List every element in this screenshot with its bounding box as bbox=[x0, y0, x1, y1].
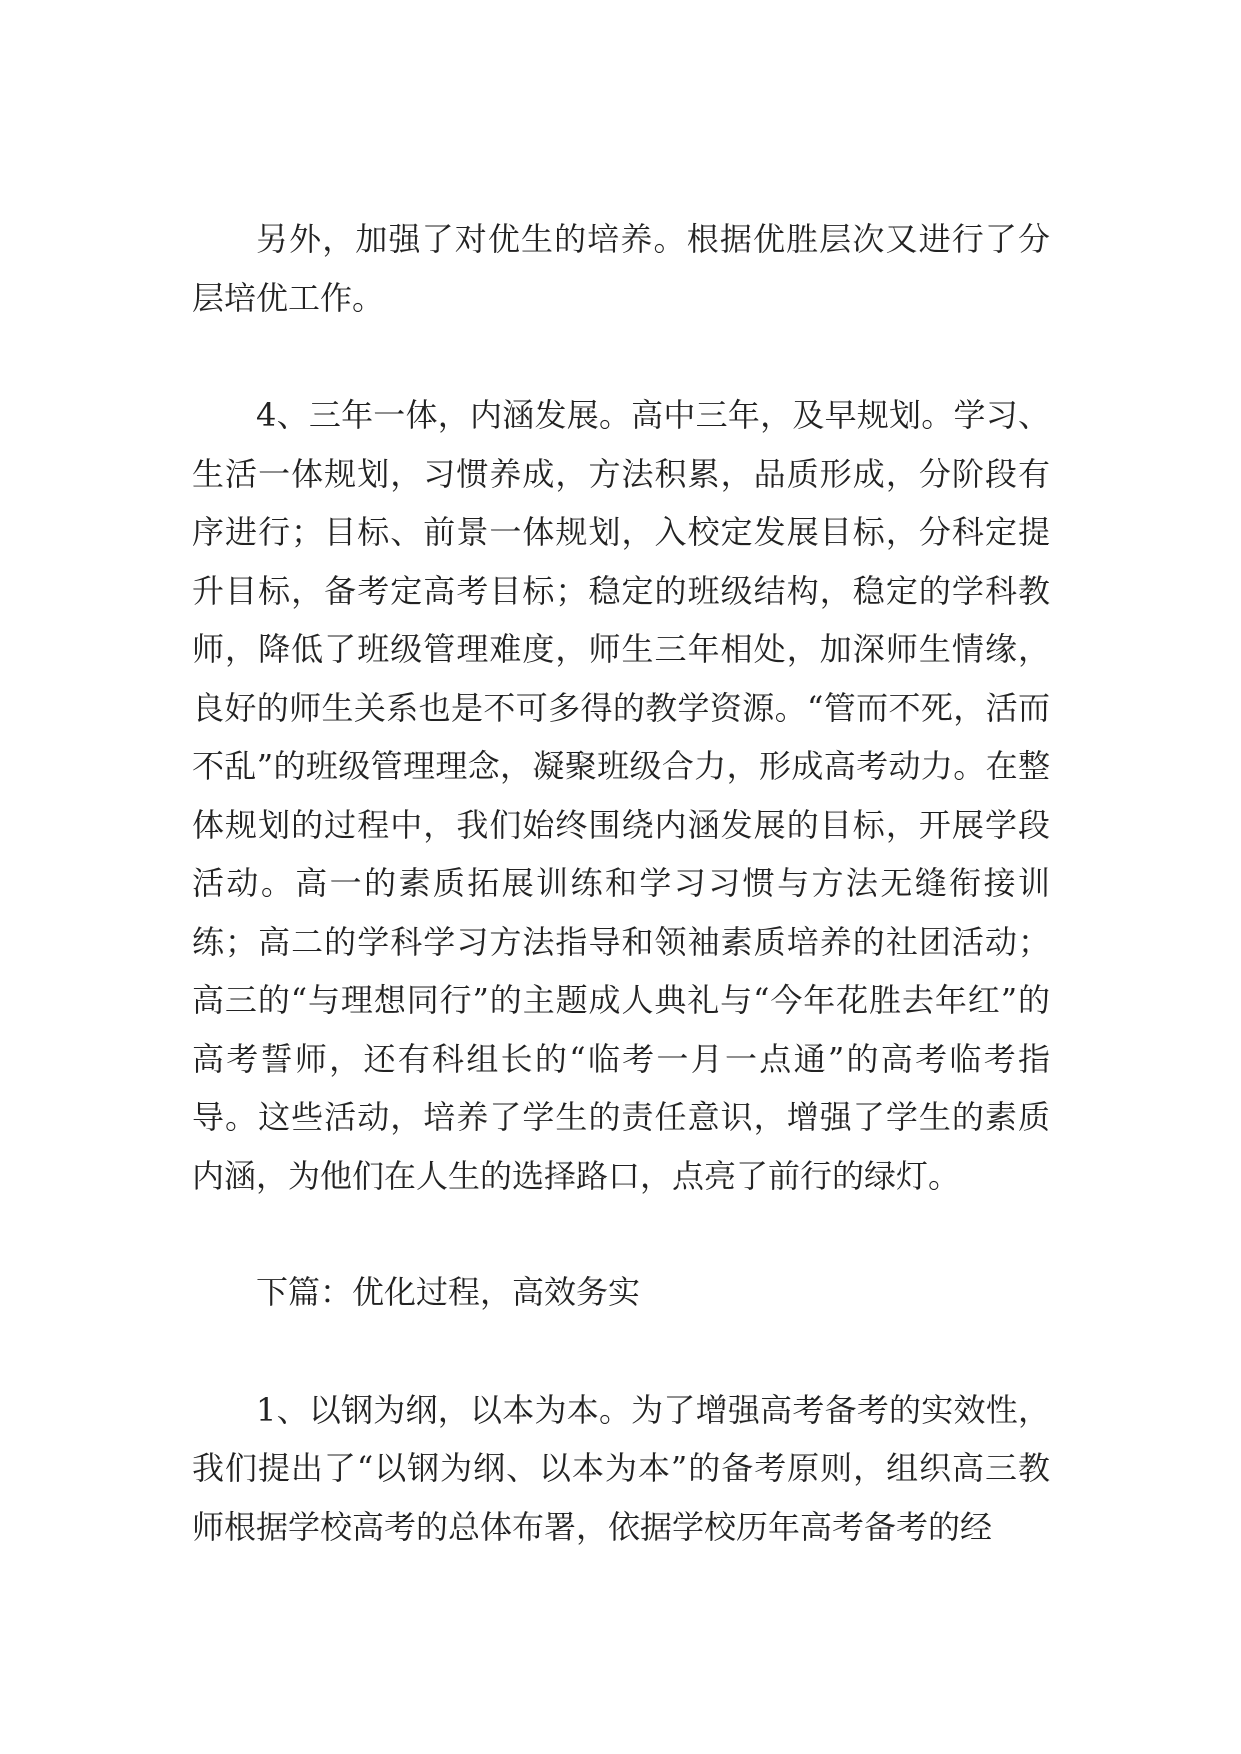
section-heading-part-two: 下篇：优化过程，高效务实 bbox=[256, 1273, 641, 1311]
document-body bbox=[192, 210, 1050, 1556]
paragraph-top-student-training: 另外，加强了对优生的培养。根据优胜层次又进行了分层培优工作。 bbox=[192, 220, 1050, 317]
paragraph-three-year-plan: 4、三年一体，内涵发展。高中三年，及早规划。学习、生活一体规划，习惯养成，方法积累，品质形成，分阶段有序进行；目标、前景一体规划，入校定发展目标，分科定提升目标，备考定高考目标；稳定的班级结构，稳定的学科教师，降低了班级管理难度，师生三年相处，加深师生情缘，良好的师生关系也是不可多得的教学资源。“管而不死，活而不乱”的班级管理理念，凝聚班级合力，形成高考动力。在整体规划的过程中，我们始终围绕内涵发展的目标，开展学段活动。高一的素质拓展训练和学习习惯与方法无缝衔接训练；高二的学科学习方法指导和领袖素质培养的社团活动；高三的“与理想同行”的主题成人典礼与“今年花胜去年红”的高考誓师，还有科组长的“临考一月一点通”的高考临考指导。这些活动，培养了学生的责任意识，增强了学生的素质内涵，为他们在人生的选择路口，点亮了前行的绿灯。 bbox=[192, 396, 1050, 1195]
paragraph-exam-preparation-principle: 1、以钢为纲，以本为本。为了增强高考备考的实效性，我们提出了“以钢为纲、以本为本”的备考原则，组织高三教师根据学校高考的总体布署，依据学校历年高考备考的经 bbox=[192, 1390, 1050, 1546]
